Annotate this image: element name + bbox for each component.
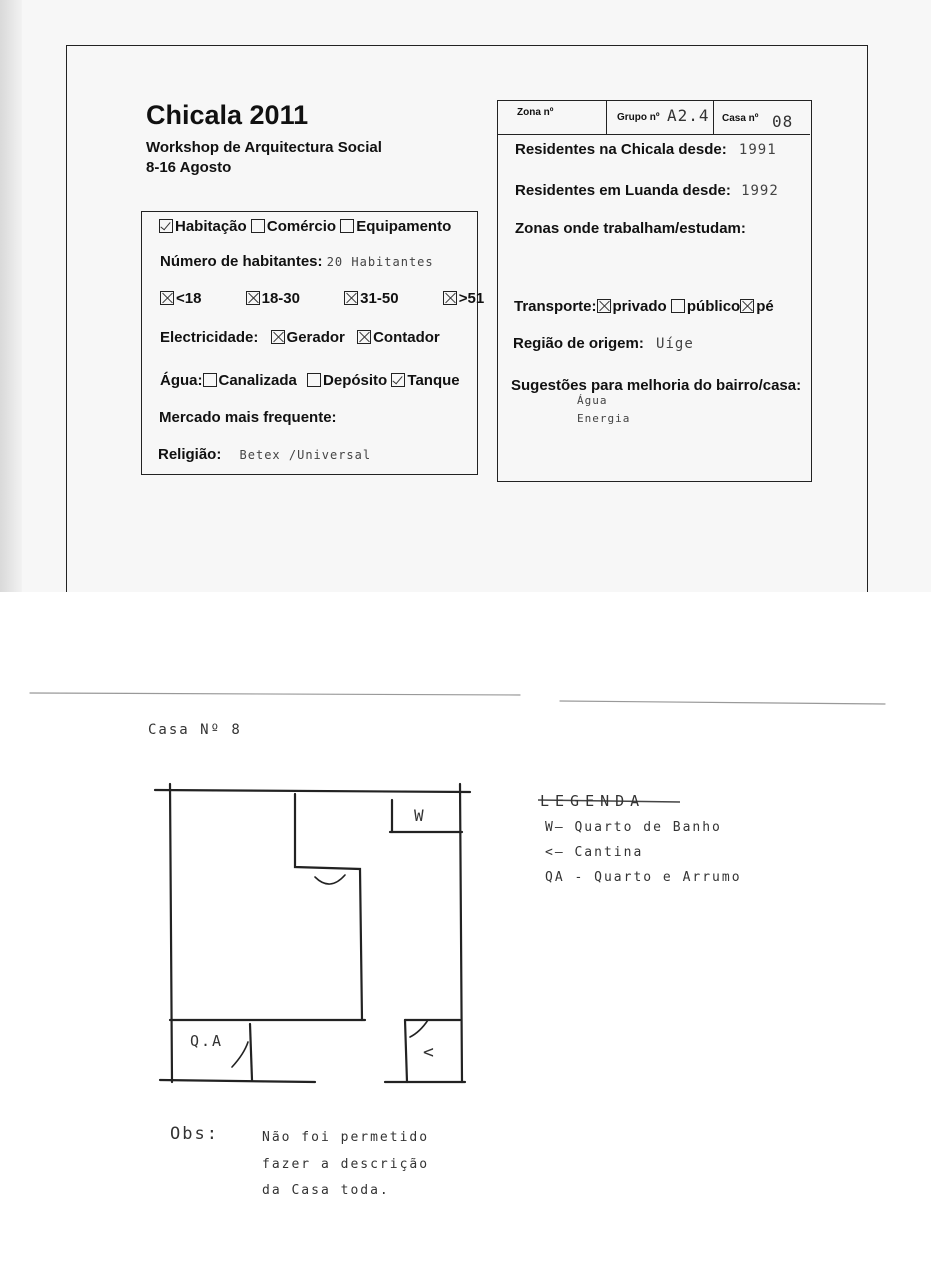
electricidade-label: Electricidade: <box>160 329 259 346</box>
option-tanque: Tanque <box>407 372 460 389</box>
electricidade-row <box>160 329 440 346</box>
plan-wall <box>460 784 462 1082</box>
room-label-qa: Q.A <box>190 1032 224 1050</box>
age-under-18: <18 <box>176 290 202 307</box>
option-comercio: Comércio <box>266 218 337 235</box>
option-pe: pé <box>756 298 774 315</box>
chicala-label: Residentes na Chicala desde: <box>515 141 727 158</box>
agua-label: Água: <box>160 372 203 389</box>
age-31-50: 31-50 <box>360 290 399 307</box>
option-canalizada: Canalizada <box>218 372 297 389</box>
obs-line-2: fazer a descrição <box>262 1157 430 1172</box>
plan-wall <box>295 794 362 1020</box>
legend-title: LEGENDA <box>540 792 646 810</box>
sugestoes-label: Sugestões para melhoria do bairro/casa: <box>511 377 802 394</box>
legend-item-w: W— Quarto de Banho <box>545 820 722 835</box>
type-row <box>159 218 451 235</box>
checkbox-privado[interactable] <box>597 299 611 313</box>
checkbox-pe[interactable] <box>740 299 754 313</box>
obs-line-3: da Casa toda. <box>262 1183 390 1198</box>
workshop-subtitle: Workshop de Arquitectura Social <box>146 139 382 156</box>
age-row <box>160 290 484 307</box>
option-equipamento: Equipamento <box>356 218 452 235</box>
plan-wall <box>250 1024 252 1080</box>
checkbox-age-over-51[interactable] <box>443 291 457 305</box>
plan-wall <box>155 790 470 792</box>
habitantes-value: 20 Habitantes <box>326 255 434 269</box>
checkbox-age-18-30[interactable] <box>246 291 260 305</box>
checkbox-comercio[interactable] <box>251 219 265 233</box>
floor-plan-sketch <box>0 592 931 1280</box>
page-title: Chicala 2011 <box>146 100 309 130</box>
option-habitacao: Habitação <box>175 218 247 235</box>
checkbox-canalizada[interactable] <box>203 373 217 387</box>
regiao-value: Uíge <box>656 336 694 352</box>
plan-wall <box>170 784 172 1082</box>
checkbox-gerador[interactable] <box>271 330 285 344</box>
sugestao-agua: Água <box>577 394 608 407</box>
age-18-30: 18-30 <box>261 290 300 307</box>
habitantes-row <box>160 253 434 270</box>
door-swing <box>232 1042 248 1067</box>
casa-label: Casa nº <box>722 113 759 124</box>
door-swing <box>315 875 345 884</box>
door-swing <box>410 1020 428 1037</box>
age-over-51: >51 <box>458 290 485 307</box>
legend-item-qa: QA - Quarto e Arrumo <box>545 870 742 885</box>
option-deposito: Depósito <box>323 372 388 389</box>
divider <box>713 100 714 134</box>
transporte-row <box>514 298 774 315</box>
checkbox-equipamento[interactable] <box>340 219 354 233</box>
regiao-row <box>513 335 694 352</box>
option-privado: privado <box>612 298 667 315</box>
zonas-label: Zonas onde trabalham/estudam: <box>515 220 746 237</box>
grupo-label: Grupo nº <box>617 112 660 123</box>
room-label-cantina: < <box>423 1042 436 1063</box>
mercado-label: Mercado mais frequente: <box>159 409 337 426</box>
checkbox-habitacao[interactable] <box>159 219 173 233</box>
religiao-value: Betex /Universal <box>239 448 372 462</box>
zona-label: Zona nº <box>517 107 554 118</box>
page-edge-shadow <box>0 0 22 592</box>
casa-value: 08 <box>772 112 794 131</box>
legend-item-cantina: <— Cantina <box>545 845 644 860</box>
grupo-value: A2.4 <box>667 106 710 125</box>
option-publico: público <box>686 298 741 315</box>
checkbox-contador[interactable] <box>357 330 371 344</box>
regiao-label: Região de origem: <box>513 335 644 352</box>
divider <box>606 100 607 134</box>
agua-row <box>160 372 460 389</box>
workshop-dates: 8-16 Agosto <box>146 159 232 176</box>
habitantes-label: Número de habitantes: <box>160 253 323 270</box>
sketch-heading: Casa Nº 8 <box>148 722 242 738</box>
religiao-row <box>158 446 371 463</box>
fold-line <box>560 701 885 704</box>
fold-line <box>30 693 520 695</box>
room-label-w: W <box>414 806 426 825</box>
luanda-value: 1992 <box>741 183 779 199</box>
checkbox-age-31-50[interactable] <box>344 291 358 305</box>
religiao-label: Religião: <box>158 446 222 463</box>
plan-wall <box>405 1020 407 1082</box>
luanda-row <box>515 182 779 199</box>
luanda-label: Residentes em Luanda desde: <box>515 182 731 199</box>
obs-label: Obs: <box>170 1124 219 1144</box>
plan-wall <box>160 1080 315 1082</box>
obs-line-1: Não foi permetido <box>262 1130 430 1145</box>
option-gerador: Gerador <box>286 329 345 346</box>
chicala-value: 1991 <box>738 142 777 158</box>
transporte-label: Transporte: <box>514 298 597 315</box>
option-contador: Contador <box>373 329 440 346</box>
checkbox-deposito[interactable] <box>307 373 321 387</box>
chicala-row <box>515 141 777 158</box>
checkbox-publico[interactable] <box>671 299 685 313</box>
checkbox-age-under-18[interactable] <box>160 291 174 305</box>
checkbox-tanque[interactable] <box>391 373 405 387</box>
sugestao-energia: Energia <box>577 412 631 425</box>
